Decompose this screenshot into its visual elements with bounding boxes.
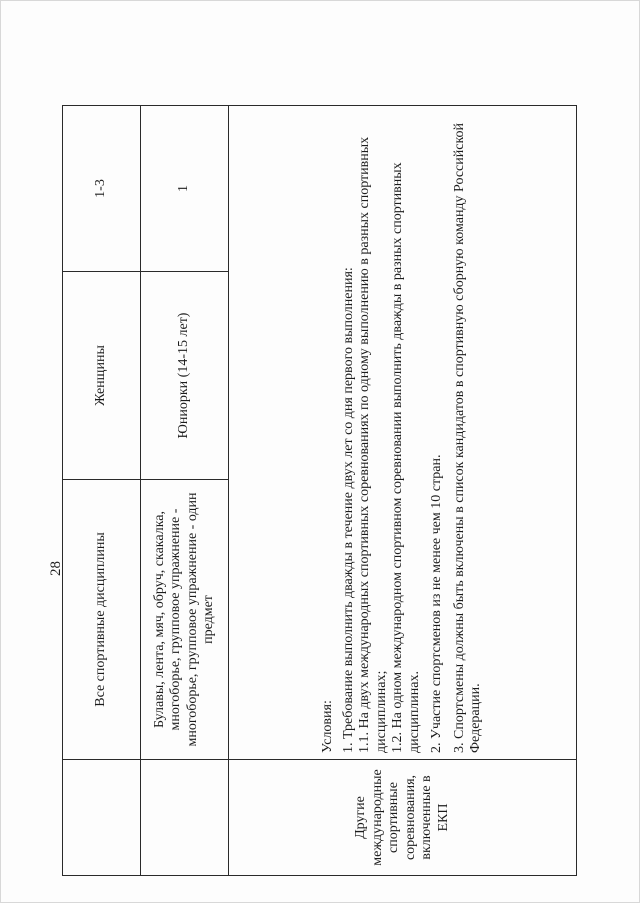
- competition-name-cell: Другие международные спортивные соревнования, включенные в ЕКП: [229, 760, 577, 876]
- rotated-page-content: [48, 106, 577, 876]
- empty-cell: [141, 760, 229, 876]
- count-cell: 1: [141, 106, 229, 272]
- disciplines-list-cell: Булавы, лента, мяч, обруч, скакалка, многоборье, групповое упражнение - многоборье, групповое упражнение - один предмет: [141, 480, 229, 760]
- places-cell: 1-3: [63, 106, 141, 272]
- empty-cell: [63, 760, 141, 876]
- age-group-cell: Юниорки (14-15 лет): [141, 272, 229, 480]
- conditions-title: Условия:: [320, 700, 336, 753]
- page-number: 28: [48, 561, 64, 576]
- condition-item: 1.1. На двух международных спортивных соревнованиях по одному выполнению в разных спортивных дисциплинах;: [357, 136, 389, 753]
- conditions-cell: [229, 106, 577, 760]
- table-row-discipline: [141, 106, 229, 876]
- disciplines-scope-cell: Все спортивные дисциплины: [63, 480, 141, 760]
- condition-item: 3. Спортсмены должны быть включены в список кандидатов в спортивную сборную команду Российской Федерации.: [451, 122, 484, 753]
- condition-item: 1. Требование выполнить дважды в течение двух лет со дня первого выполнения:: [340, 267, 356, 753]
- condition-item: 2. Участие спортсменов из не менее чем 10 стран.: [429, 454, 445, 753]
- qualification-table: [62, 105, 577, 876]
- table-row-header: [63, 106, 141, 876]
- gender-cell: Женщины: [63, 272, 141, 480]
- condition-item: 1.2. На одном международном спортивном соревновании выполнить дважды в разных спортивных дисциплинах.: [390, 162, 422, 753]
- table-row-conditions: [229, 106, 577, 876]
